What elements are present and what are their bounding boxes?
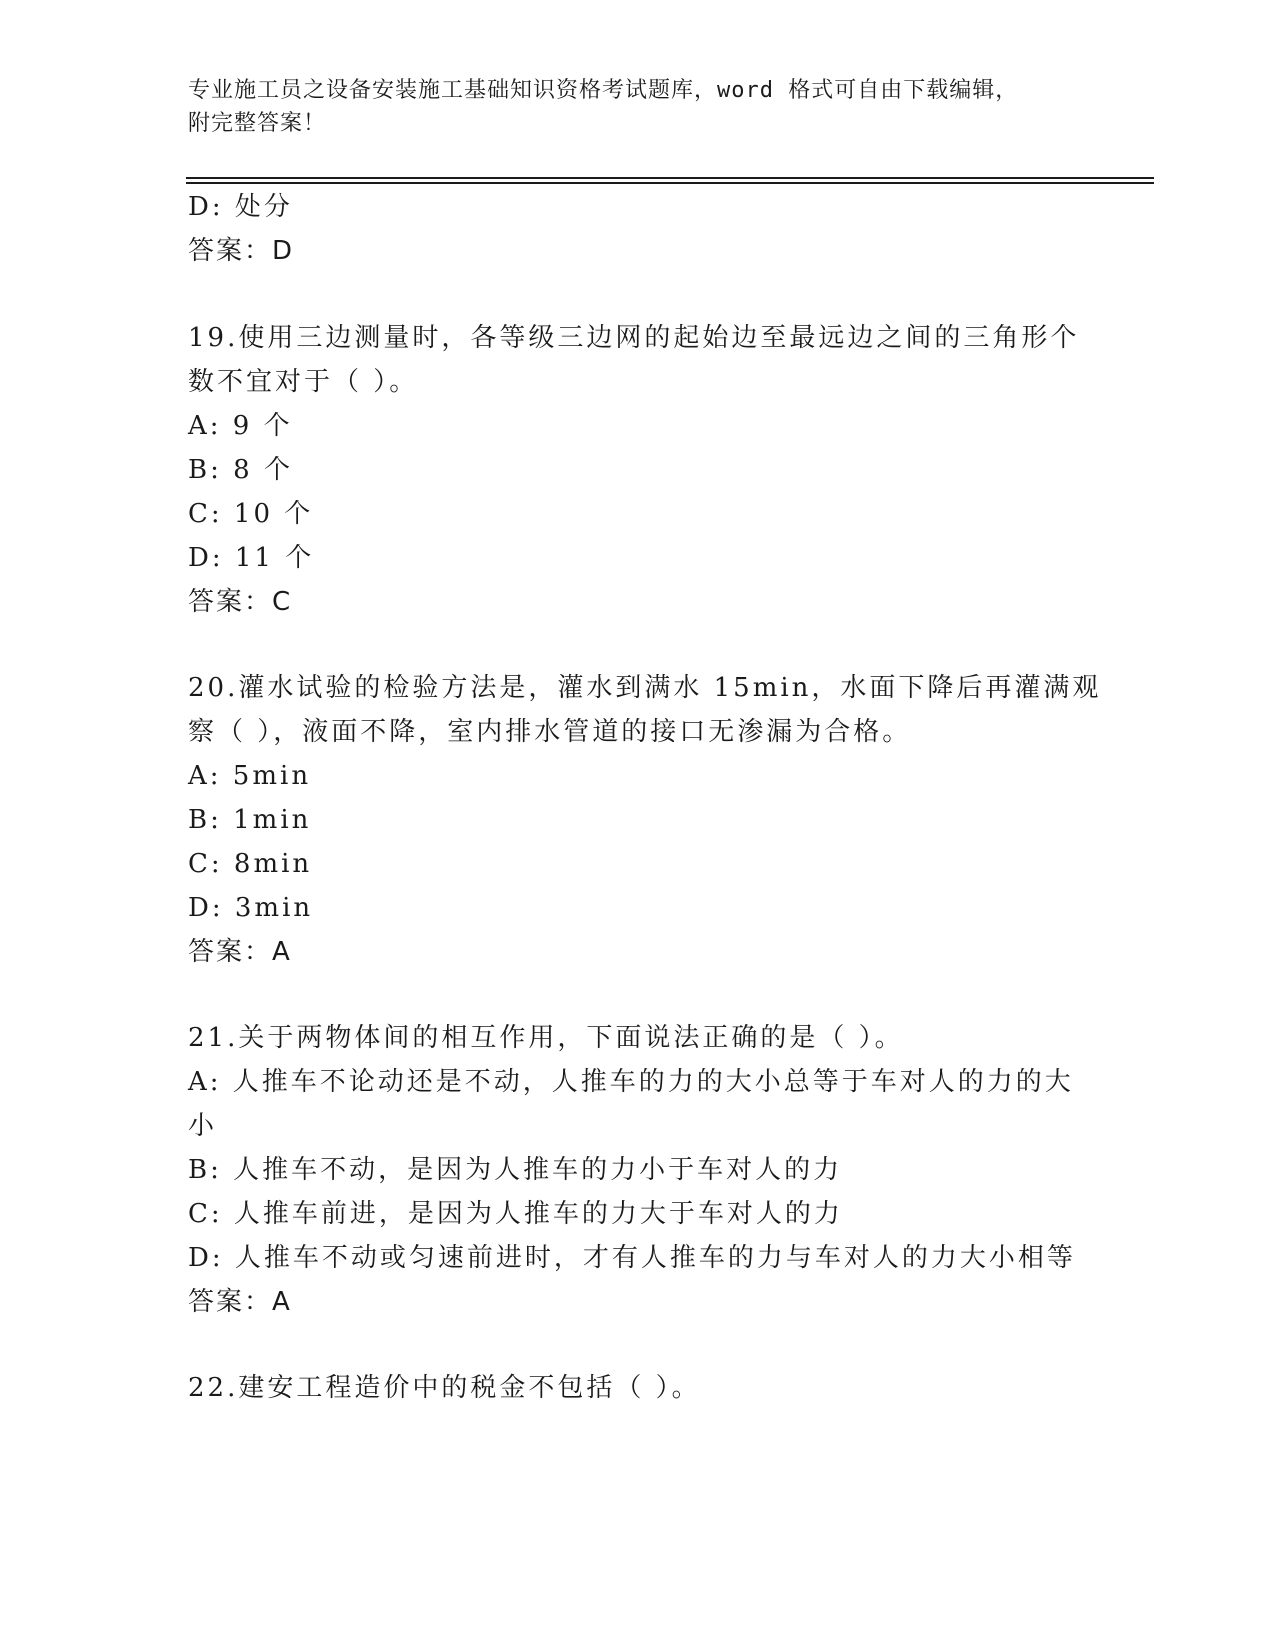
question-19-option-a: A: 9 个: [188, 411, 293, 441]
question-21-option-a: A: 人推车不论动还是不动，人推车的力的大小总等于车对人的力的大: [188, 1067, 1074, 1097]
header-title-line-1: 专业施工员之设备安装施工基础知识资格考试题库，word 格式可自由下载编辑，: [188, 78, 1019, 103]
header-title-line-2: 附完整答案！: [188, 111, 327, 136]
question-21-option-d: D: 人推车不动或匀速前进时，才有人推车的力与车对人的力大小相等: [188, 1243, 1076, 1273]
question-20-stem-line-2: 察（ ），液面不降，室内排水管道的接口无渗漏为合格。: [188, 717, 912, 747]
question-21-option-b: B: 人推车不动，是因为人推车的力小于车对人的力: [188, 1155, 843, 1185]
header-divider-bottom: [186, 182, 1154, 184]
question-20-stem-line-1: 20.灌水试验的检验方法是，灌水到满水 15min，水面下降后再灌满观: [188, 673, 1102, 703]
question-19-stem-line-2: 数不宜对于（ ）。: [188, 367, 419, 397]
header-divider-top: [186, 177, 1154, 179]
question-22-stem-line-1: 22.建安工程造价中的税金不包括（ ）。: [188, 1373, 701, 1403]
question-21-option-a-cont: 小: [188, 1111, 218, 1141]
question-20-answer: 答案：A: [188, 937, 292, 967]
question-20-option-b: B: 1min: [188, 805, 312, 835]
question-19-option-d: D: 11 个: [188, 543, 315, 573]
question-19-answer: 答案：C: [188, 587, 293, 617]
question-19-option-b: B: 8 个: [188, 455, 293, 485]
question-20-option-a: A: 5min: [188, 761, 312, 791]
document-header: [188, 74, 1068, 140]
question-20-option-c: C: 8min: [188, 849, 313, 879]
question-20-option-d: D: 3min: [188, 893, 314, 923]
question-19-stem-line-1: 19.使用三边测量时，各等级三边网的起始边至最远边之间的三角形个: [188, 323, 1080, 353]
question-19-option-c: C: 10 个: [188, 499, 314, 529]
question-21-option-c: C: 人推车前进，是因为人推车的力大于车对人的力: [188, 1199, 843, 1229]
question-21-stem-line-1: 21.关于两物体间的相互作用，下面说法正确的是（ ）。: [188, 1023, 904, 1053]
prev-question-answer: 答案：D: [188, 236, 295, 266]
prev-question-option-d: D: 处分: [188, 192, 293, 222]
question-21-answer: 答案：A: [188, 1287, 292, 1317]
